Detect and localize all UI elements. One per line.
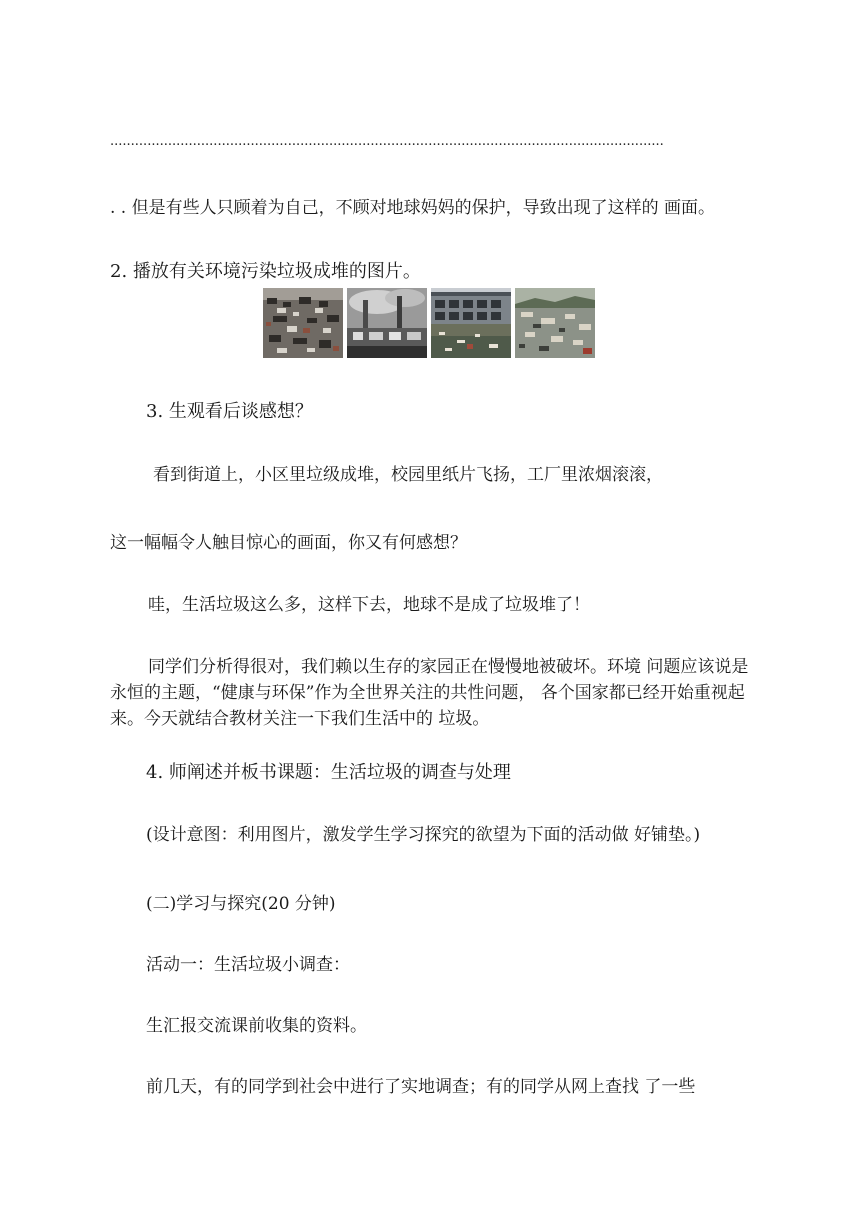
dotted-separator: ...................................................................................................................................... — [110, 134, 664, 149]
pollution-photo-strip — [263, 288, 595, 358]
list-item-2: 2. 播放有关环境污染垃圾成堆的图片。 — [110, 261, 421, 282]
trash-debris-photo — [515, 288, 595, 358]
paragraph-line: 前几天，有的同学到社会中进行了实地调查；有的同学从网上查找 了一些 — [146, 1077, 696, 1097]
factory-smoke-photo — [347, 288, 427, 358]
paragraph-line: 这一幅幅令人触目惊心的画面，你又有何感想？ — [110, 533, 467, 553]
section-heading: (二)学习与探究(20 分钟) — [146, 894, 336, 914]
garbage-pile-photo — [263, 288, 343, 358]
paragraph-line: 哇，生活垃圾这么多，这样下去，地球不是成了垃圾堆了！ — [148, 595, 590, 615]
school-building-trash-photo — [431, 288, 511, 358]
paragraph: 同学们分析得很对，我们赖以生存的家园正在慢慢地被破坏。环境 问题应该说是永恒的主题，“健康与环保”作为全世界关注的共性问题， 各个国家都已经开始重视起来。今天就结合教材关注一下我们生活中的 垃圾。 — [110, 657, 749, 729]
activity-heading: 活动一：生活垃圾小调查： — [146, 955, 350, 975]
list-item-4: 4. 师阐述并板书课题：生活垃圾的调查与处理 — [146, 762, 511, 783]
design-intent-note: (设计意图：利用图片，激发学生学习探究的欲望为下面的活动做 好铺垫。) — [146, 825, 701, 845]
paragraph-line: 看到街道上，小区里垃级成堆，校园里纸片飞扬，工厂里浓烟滚滚， — [153, 465, 663, 485]
list-item-3: 3. 生观看后谈感想？ — [146, 401, 313, 422]
paragraph-line: 生汇报交流课前收集的资料。 — [146, 1016, 367, 1036]
paragraph-line: . . 但是有些人只顾着为自己，不顾对地球妈妈的保护，导致出现了这样的 画面。 — [110, 198, 716, 218]
